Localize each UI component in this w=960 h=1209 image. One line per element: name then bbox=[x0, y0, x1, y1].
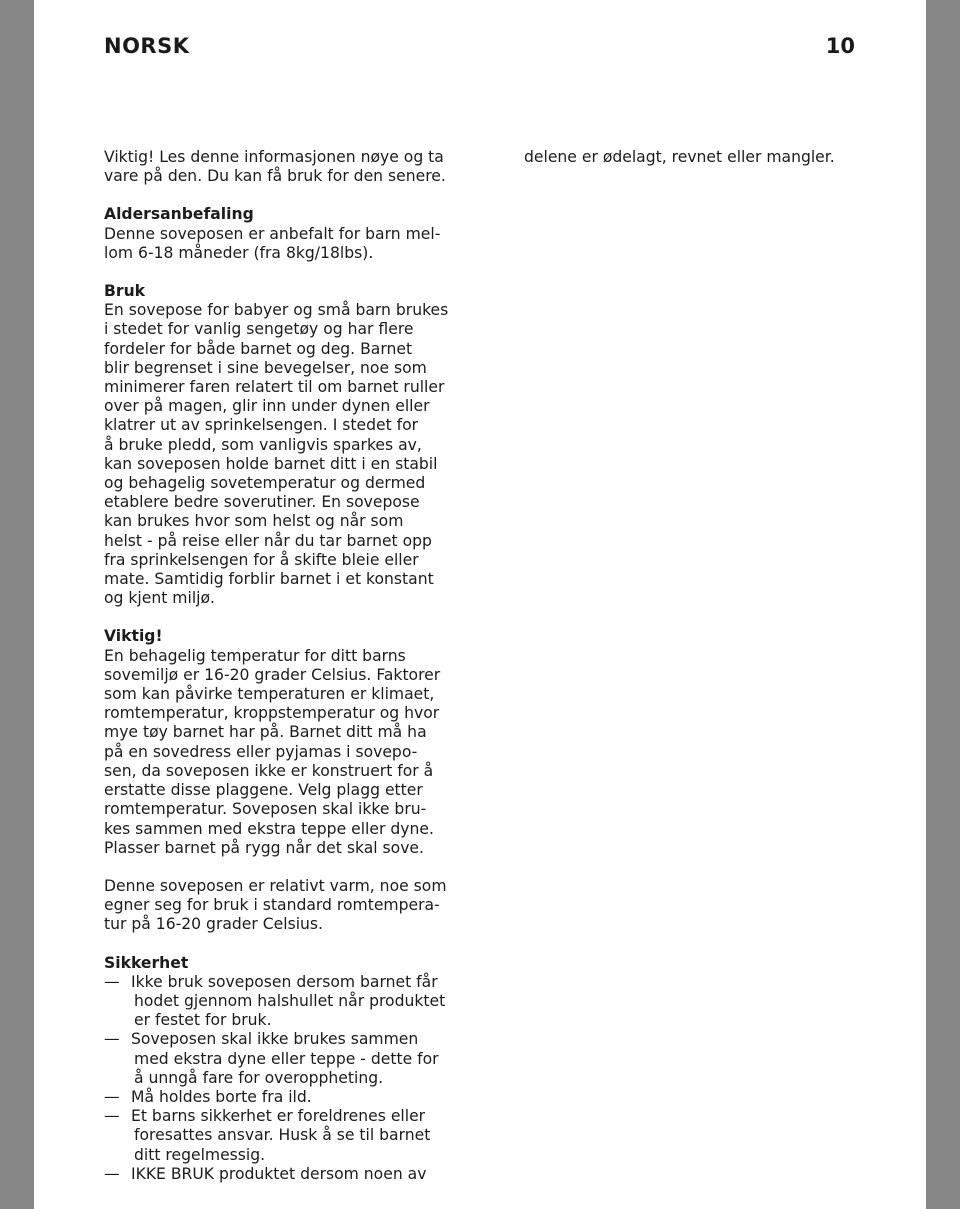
intro-paragraph bbox=[104, 148, 484, 186]
warmth-paragraph bbox=[104, 877, 484, 935]
text-line: mate. Samtidig forblir barnet i et konstant bbox=[104, 570, 434, 589]
safety-item bbox=[104, 1088, 484, 1107]
text-line: og behagelig sovetemperatur og dermed bbox=[104, 474, 426, 493]
text-line: å bruke pledd, som vanligvis sparkes av, bbox=[104, 435, 422, 454]
text-line: Må holdes borte fra ild. bbox=[131, 1087, 312, 1106]
text-line: hodet gjennom halshullet når produktet bbox=[134, 991, 446, 1010]
use-section bbox=[104, 282, 484, 608]
section-heading-age: Aldersanbefaling bbox=[104, 205, 254, 224]
dash-bullet: — bbox=[104, 1107, 120, 1126]
text-line: delene er ødelagt, revnet eller mangler. bbox=[524, 148, 835, 166]
document-page bbox=[34, 0, 926, 1209]
text-line: Plasser barnet på rygg når det skal sove. bbox=[104, 838, 424, 857]
text-line: kes sammen med ekstra teppe eller dyne. bbox=[104, 819, 434, 838]
section-heading-important: Viktig! bbox=[104, 627, 163, 646]
dash-bullet: — bbox=[104, 972, 120, 991]
text-line: En sovepose for babyer og små barn brukes bbox=[104, 301, 449, 320]
safety-section bbox=[104, 954, 484, 1184]
text-line: kan soveposen holde barnet ditt i en stabil bbox=[104, 454, 438, 473]
text-line: sen, da soveposen ikke er konstruert for å bbox=[104, 761, 434, 780]
text-line: med ekstra dyne eller teppe - dette for bbox=[134, 1049, 439, 1068]
safety-item bbox=[104, 1107, 484, 1165]
text-line: helst - på reise eller når du tar barnet opp bbox=[104, 531, 432, 550]
text-line: ditt regelmessig. bbox=[134, 1145, 266, 1164]
right-column bbox=[524, 148, 884, 167]
text-line: i stedet for vanlig sengetøy og har flere bbox=[104, 320, 414, 339]
language-header: NORSK bbox=[104, 34, 190, 58]
text-line: Et barns sikkerhet er foreldrenes eller bbox=[131, 1107, 426, 1126]
text-line: vare på den. Du kan få bruk for den senere. bbox=[104, 167, 446, 186]
text-line: sovemiljø er 16-20 grader Celsius. Faktorer bbox=[104, 665, 441, 684]
section-heading-safety: Sikkerhet bbox=[104, 953, 189, 972]
page-number: 10 bbox=[825, 34, 855, 58]
text-line: Denne soveposen er relativt varm, noe som bbox=[104, 876, 447, 895]
text-line: Denne soveposen er anbefalt for barn mel- bbox=[104, 224, 441, 243]
text-line: minimerer faren relatert til om barnet ruller bbox=[104, 378, 445, 397]
text-line: foresattes ansvar. Husk å se til barnet bbox=[134, 1126, 431, 1145]
age-section bbox=[104, 205, 484, 263]
text-line: egner seg for bruk i standard romtempera- bbox=[104, 896, 440, 915]
text-line: romtemperatur, kroppstemperatur og hvor bbox=[104, 704, 440, 723]
section-heading-use: Bruk bbox=[104, 282, 146, 301]
text-line: fra sprinkelsengen for å skifte bleie eller bbox=[104, 550, 419, 569]
text-line: IKKE BRUK produktet dersom noen av bbox=[131, 1164, 427, 1183]
dash-bullet: — bbox=[104, 1030, 120, 1049]
important-section bbox=[104, 627, 484, 857]
safety-item bbox=[104, 973, 484, 1031]
left-column bbox=[104, 148, 484, 1184]
text-line: å unngå fare for overoppheting. bbox=[134, 1068, 384, 1087]
text-line: lom 6-18 måneder (fra 8kg/18lbs). bbox=[104, 243, 374, 262]
text-line: Soveposen skal ikke brukes sammen bbox=[131, 1030, 419, 1049]
text-line: Viktig! Les denne informasjonen nøye og ta bbox=[104, 148, 444, 166]
text-line: som kan påvirke temperaturen er klimaet, bbox=[104, 685, 435, 704]
text-line: på en sovedress eller pyjamas i sovepo- bbox=[104, 742, 418, 761]
safety-item bbox=[104, 1030, 484, 1088]
text-line: romtemperatur. Soveposen skal ikke bru- bbox=[104, 800, 427, 819]
text-line: mye tøy barnet har på. Barnet ditt må ha bbox=[104, 723, 427, 742]
text-line: etablere bedre soverutiner. En sovepose bbox=[104, 493, 420, 512]
text-line: tur på 16-20 grader Celsius. bbox=[104, 915, 324, 934]
text-line: og kjent miljø. bbox=[104, 589, 215, 608]
text-line: er festet for bruk. bbox=[134, 1011, 272, 1030]
dash-bullet: — bbox=[104, 1164, 120, 1183]
text-line: klatrer ut av sprinkelsengen. I stedet for bbox=[104, 416, 419, 435]
text-line: fordeler for både barnet og deg. Barnet bbox=[104, 339, 413, 358]
text-line: En behagelig temperatur for ditt barns bbox=[104, 646, 406, 665]
safety-item bbox=[104, 1165, 484, 1184]
dash-bullet: — bbox=[104, 1087, 120, 1106]
text-line: erstatte disse plaggene. Velg plagg etter bbox=[104, 781, 423, 800]
text-line: Ikke bruk soveposen dersom barnet får bbox=[131, 972, 438, 991]
text-line: over på magen, glir inn under dynen eller bbox=[104, 397, 430, 416]
text-line: kan brukes hvor som helst og når som bbox=[104, 512, 404, 531]
text-line: blir begrenset i sine bevegelser, noe som bbox=[104, 358, 427, 377]
